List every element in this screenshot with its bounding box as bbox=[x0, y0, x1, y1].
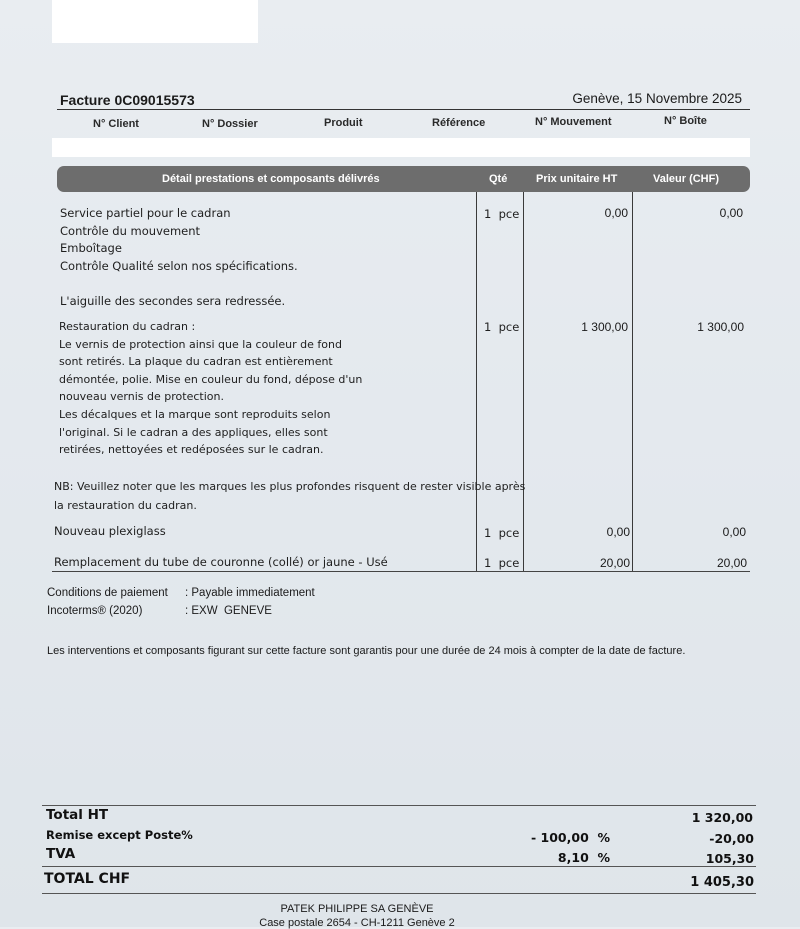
ref-header-movement: N° Mouvement bbox=[535, 116, 612, 128]
line-item-2-unit-price: 1 300,00 bbox=[581, 320, 628, 334]
vat-value: 105,30 bbox=[705, 851, 754, 866]
company-name: PATEK PHILIPPE SA GENÈVE bbox=[280, 903, 434, 915]
warranty-note: Les interventions et composants figurant sur cette facture sont garantis pour une durée de 24 mois à compter de la date de facture. bbox=[47, 645, 686, 657]
grand-total-label: TOTAL CHF bbox=[44, 871, 131, 887]
ref-header-box: N° Boîte bbox=[664, 115, 707, 127]
place-date: Genève, 15 Novembre 2025 bbox=[572, 91, 742, 106]
text-line: l'original. Si le cadran a des appliques, elles sont bbox=[59, 425, 328, 439]
total-ht-value: 1 320,00 bbox=[691, 810, 753, 825]
grand-total-value: 1 405,30 bbox=[690, 875, 754, 890]
incoterms-label: Incoterms® (2020) bbox=[47, 605, 143, 617]
line-item-2-description bbox=[59, 318, 362, 459]
incoterms-value: : EXW GENEVE bbox=[185, 605, 272, 617]
line-item-4-description: Remplacement du tube de couronne (collé) or jaune - Usé bbox=[54, 555, 388, 569]
line-item-2-value: 1 300,00 bbox=[697, 320, 744, 334]
text-line: Contrôle du mouvement bbox=[60, 223, 201, 238]
grand-total-bottom-rule bbox=[42, 893, 756, 894]
col-header-qty: Qté bbox=[489, 173, 508, 185]
line-item-4-qty: 1 pce bbox=[484, 556, 520, 570]
ref-header-reference: Référence bbox=[432, 117, 486, 129]
text-line: Restauration du cadran : bbox=[59, 320, 196, 333]
grand-total-top-rule bbox=[42, 866, 756, 867]
line-item-2-qty: 1 pce bbox=[484, 320, 520, 334]
line-item-3-qty: 1 pce bbox=[484, 526, 520, 540]
line-item-4-value: 20,00 bbox=[716, 556, 747, 570]
invoice-title: Facture 0C09015573 bbox=[60, 92, 195, 108]
payment-terms-value: : Payable immediatement bbox=[185, 587, 315, 599]
vat-label: TVA bbox=[46, 846, 76, 862]
ref-header-product: Produit bbox=[324, 117, 363, 129]
table-bottom-rule bbox=[52, 571, 750, 572]
header-rule bbox=[57, 109, 750, 110]
line-item-1-description bbox=[60, 205, 298, 310]
text-line: sont retirés. La plaque du cadran est entièrement bbox=[59, 355, 333, 369]
col-header-unit-price: Prix unitaire HT bbox=[536, 173, 618, 185]
nb-note bbox=[54, 477, 525, 515]
text-line bbox=[60, 275, 298, 293]
redacted-reference-values bbox=[52, 138, 750, 157]
total-ht-label: Total HT bbox=[46, 807, 109, 823]
text-line: Service partiel pour le cadran bbox=[60, 206, 231, 220]
ref-header-dossier: N° Dossier bbox=[202, 118, 258, 130]
col-separator-3 bbox=[632, 192, 633, 571]
discount-value: -20,00 bbox=[709, 831, 754, 846]
vat-percent: 8,10 % bbox=[557, 850, 610, 865]
line-item-3-description: Nouveau plexiglass bbox=[54, 524, 166, 538]
text-line: nouveau vernis de protection. bbox=[59, 390, 224, 404]
redacted-logo-area bbox=[52, 0, 258, 43]
text-line: L'aiguille des secondes sera redressée. bbox=[60, 293, 286, 308]
nb-line-2: la restauration du cadran. bbox=[54, 499, 197, 512]
col-header-value: Valeur (CHF) bbox=[653, 173, 720, 185]
line-item-3-unit-price: 0,00 bbox=[606, 525, 630, 539]
line-item-1-unit-price: 0,00 bbox=[604, 206, 628, 220]
table-header-bar bbox=[57, 166, 750, 192]
col-header-detail: Détail prestations et composants délivrés bbox=[162, 173, 380, 185]
totals-top-rule bbox=[42, 805, 756, 806]
line-item-4-unit-price: 20,00 bbox=[599, 556, 630, 570]
line-item-1-value: 0,00 bbox=[719, 206, 743, 220]
text-line: Contrôle Qualité selon nos spécifications. bbox=[60, 258, 298, 273]
company-address: Case postale 2654 - CH-1211 Genève 2 bbox=[259, 917, 455, 929]
line-item-3-value: 0,00 bbox=[722, 525, 746, 539]
payment-terms-label: Conditions de paiement bbox=[47, 587, 168, 599]
nb-line-1: NB: Veuillez noter que les marques les plus profondes risquent de rester visible après bbox=[54, 480, 526, 493]
text-line: Les décalques et la marque sont reproduits selon bbox=[59, 407, 331, 421]
line-item-1-qty: 1 pce bbox=[484, 207, 520, 221]
discount-percent: - 100,00 % bbox=[530, 830, 610, 845]
text-line: Emboîtage bbox=[60, 241, 122, 255]
text-line: Le vernis de protection ainsi que la couleur de fond bbox=[59, 337, 342, 351]
text-line: démontée, polie. Mise en couleur du fond, dépose d'un bbox=[59, 372, 363, 386]
ref-header-client: N° Client bbox=[93, 118, 139, 130]
text-line: retirées, nettoyées et redéposées sur le cadran. bbox=[59, 443, 324, 457]
discount-label: Remise except Poste% bbox=[46, 828, 193, 842]
